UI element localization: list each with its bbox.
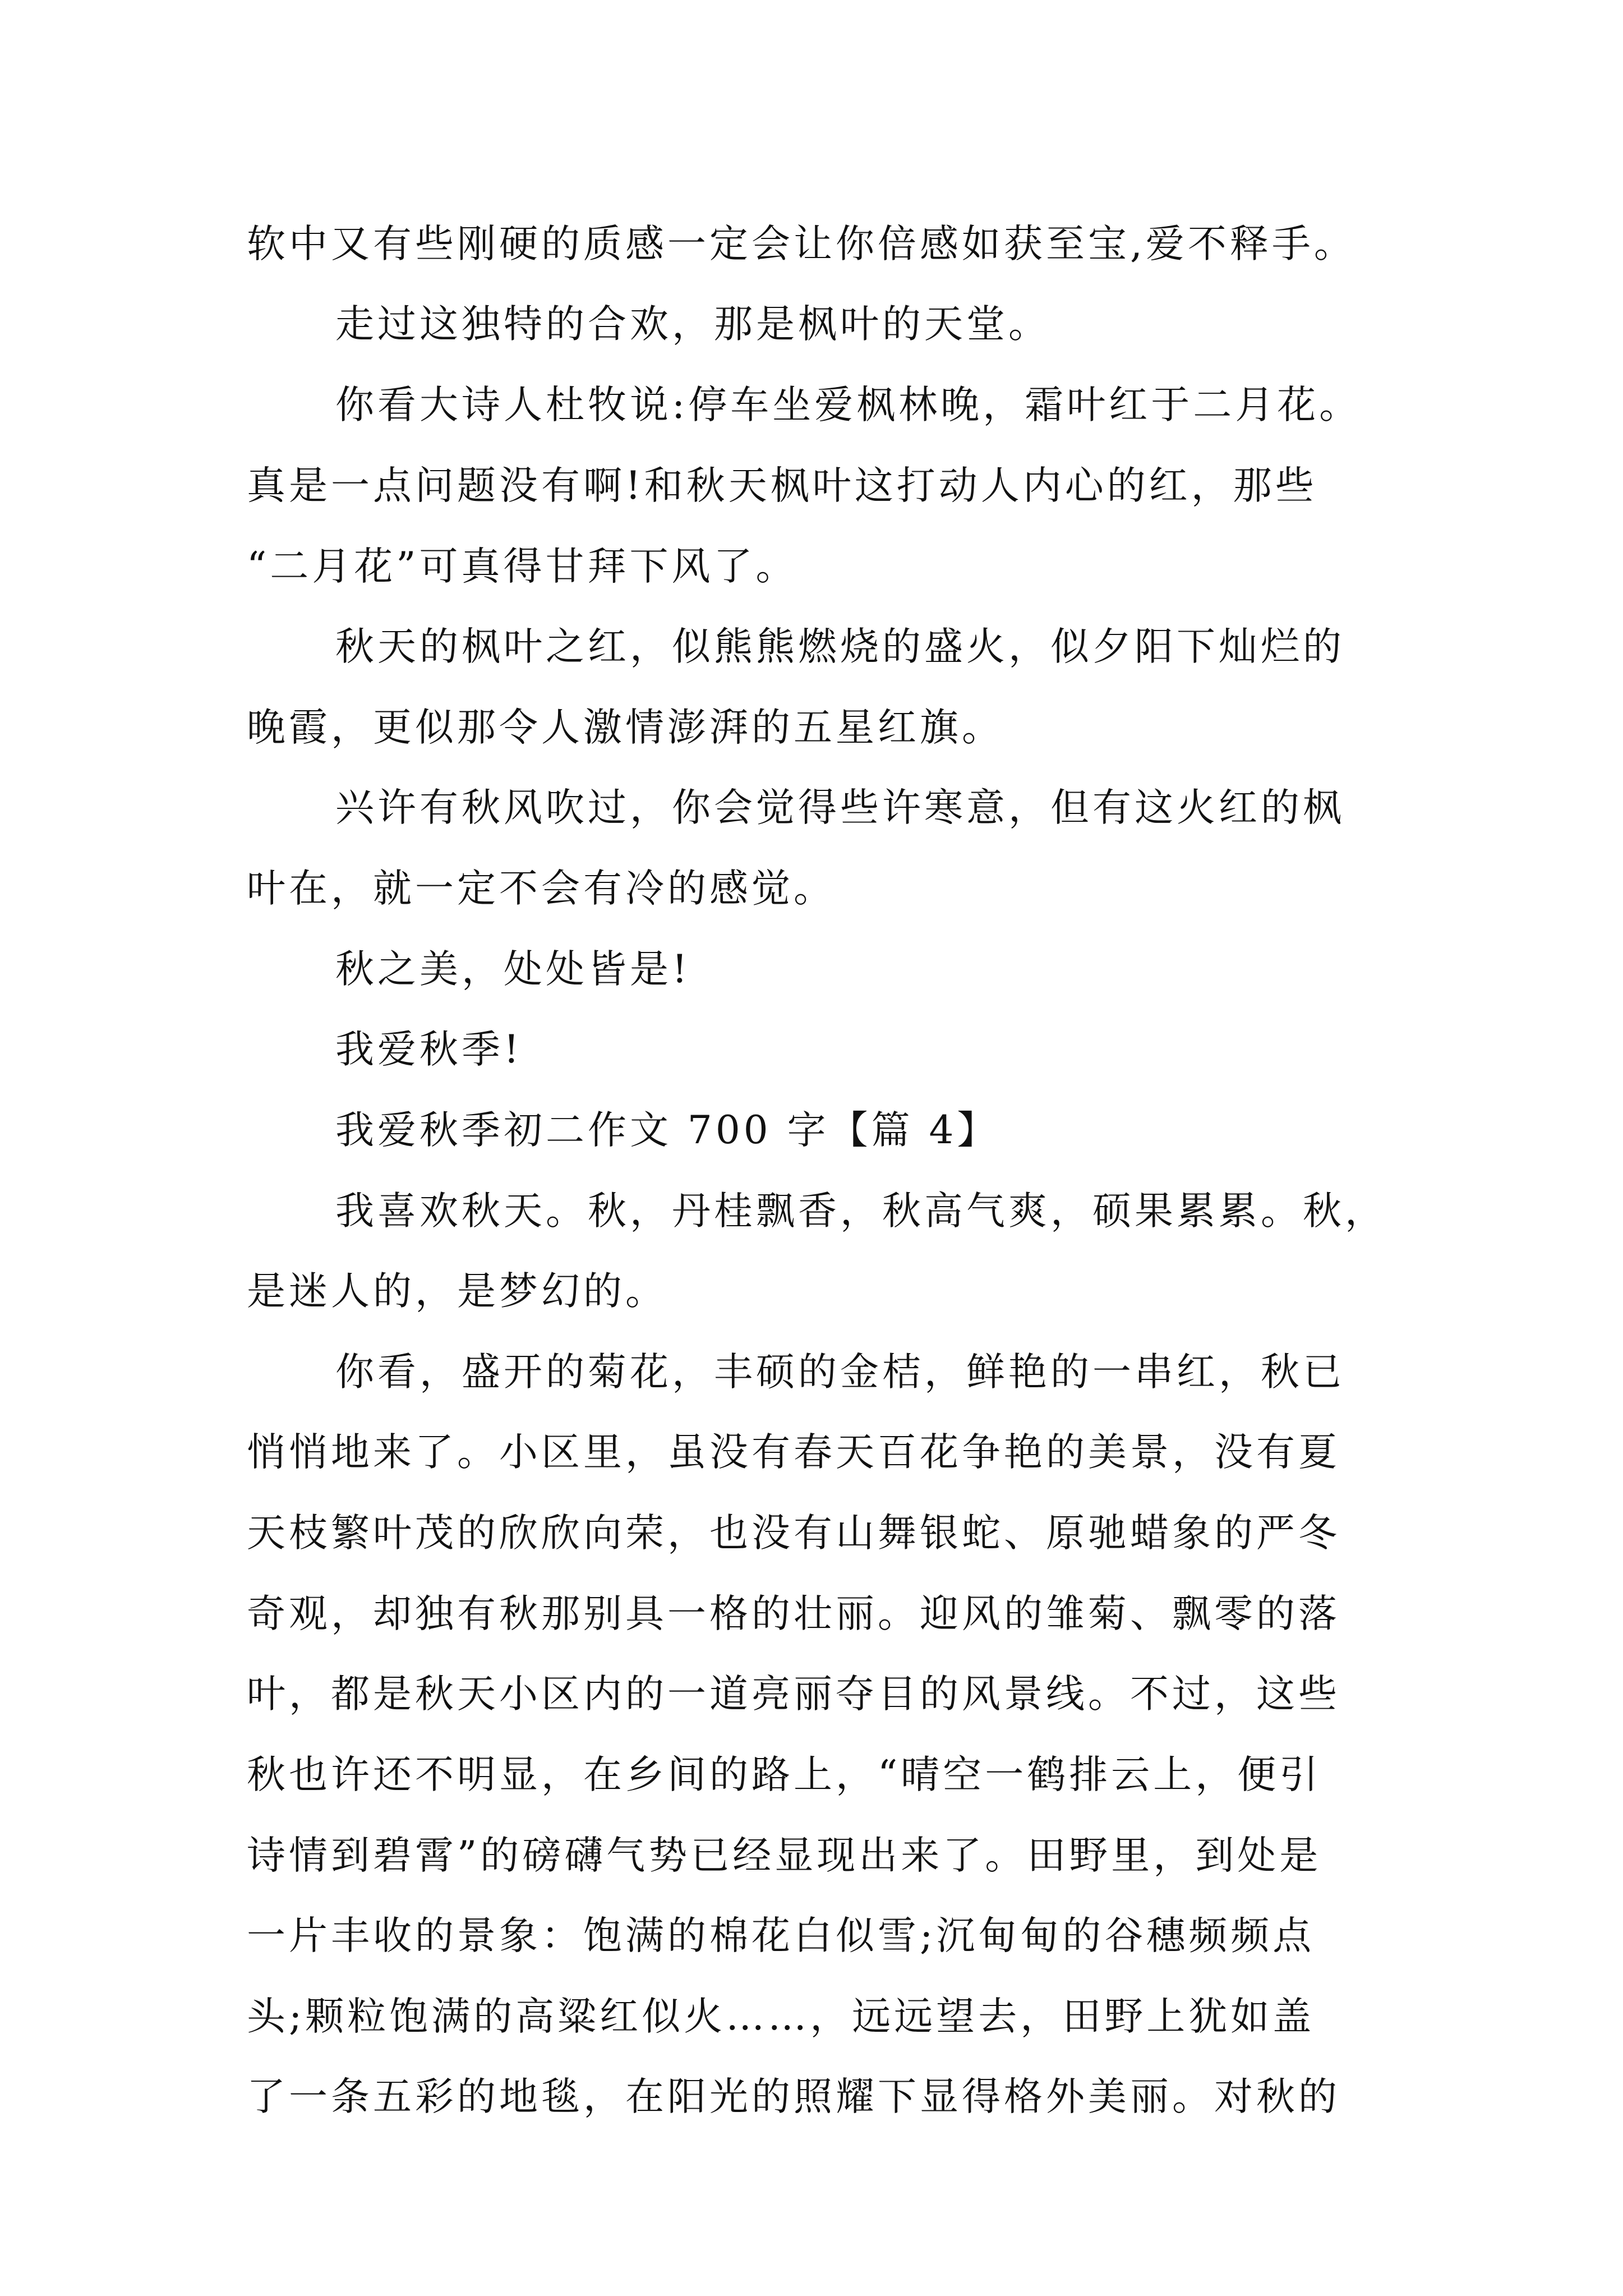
text-line: 诗情到碧霄”的磅礴气势已经显现出来了。田野里，到处是 [247, 1833, 1322, 1878]
text-line: 我喜欢秋天。秋，丹桂飘香，秋高气爽，硕果累累。秋， [335, 1189, 1387, 1234]
section-heading: 我爱秋季初二作文 700 字【篇 4】 [335, 1108, 999, 1153]
text-line: 软中又有些刚硬的质感一定会让你倍感如获至宝,爱不释手。 [247, 222, 1356, 266]
text-line: 头;颗粒饱满的高粱红似火……，远远望去，田野上犹如盖 [247, 1994, 1315, 2039]
text-line: 秋之美，处处皆是! [335, 947, 691, 992]
text-line: 叶，都是秋天小区内的一道亮丽夺目的风景线。不过，这些 [247, 1672, 1340, 1717]
text-line: 秋天的枫叶之红，似熊熊燃烧的盛火，似夕阳下灿烂的 [335, 624, 1345, 669]
text-line: 兴许有秋风吹过，你会觉得些许寒意，但有这火红的枫 [335, 785, 1345, 830]
text-line: 悄悄地来了。小区里，虽没有春天百花争艳的美景，没有夏 [247, 1430, 1340, 1475]
text-line: 真是一点问题没有啊!和秋天枫叶这打动人内心的红，那些 [247, 463, 1317, 508]
text-line: 我爱秋季! [335, 1027, 523, 1072]
text-line: 是迷人的，是梦幻的。 [247, 1269, 667, 1314]
text-line: 了一条五彩的地毯，在阳光的照耀下显得格外美丽。对秋的 [247, 2074, 1340, 2119]
text-line: 走过这独特的合欢，那是枫叶的天堂。 [335, 302, 1050, 347]
text-line: “二月花”可真得甘拜下风了。 [247, 544, 798, 589]
text-line: 一片丰收的景象：饱满的棉花白似雪;沉甸甸的谷穗频频点 [247, 1913, 1315, 1958]
text-line: 秋也许还不明显，在乡间的路上，“晴空一鹤排云上，便引 [247, 1752, 1322, 1797]
text-line: 你看大诗人杜牧说:停车坐爱枫林晚，霜叶红于二月花。 [335, 383, 1362, 427]
text-line: 你看，盛开的菊花，丰硕的金桔，鲜艳的一串红，秋已 [335, 1350, 1345, 1395]
text-line: 奇观，却独有秋那别具一格的壮丽。迎风的雏菊、飘零的落 [247, 1591, 1340, 1636]
text-line: 叶在，就一定不会有冷的感觉。 [247, 866, 836, 911]
text-line: 晚霞，更似那令人激情澎湃的五星红旗。 [247, 705, 1004, 750]
text-line: 天枝繁叶茂的欣欣向荣，也没有山舞银蛇、原驰蜡象的严冬 [247, 1511, 1340, 1556]
